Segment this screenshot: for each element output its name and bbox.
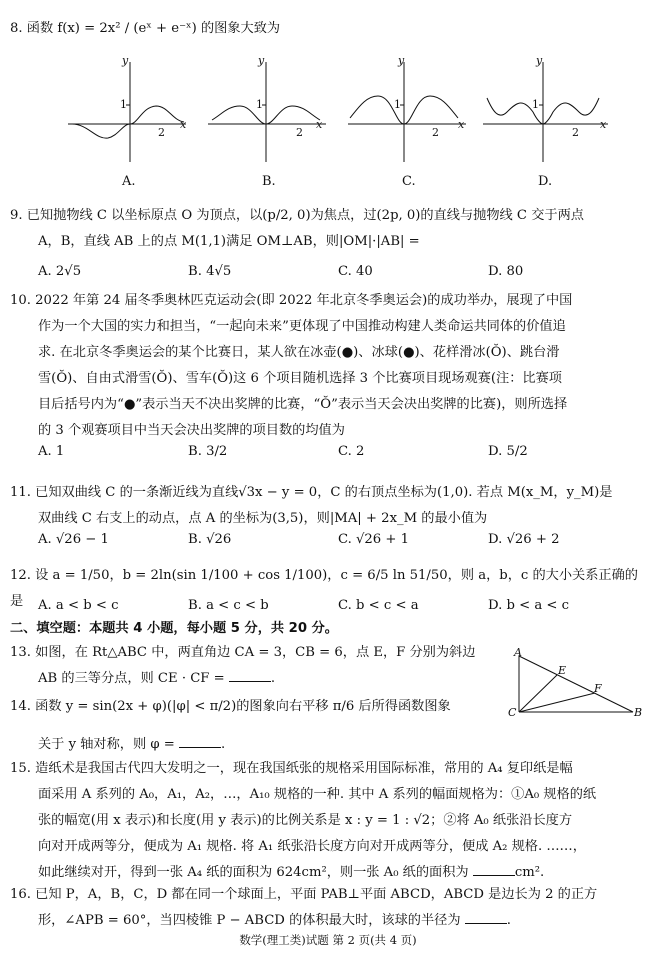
q10-option-c: C. 2 xyxy=(338,444,365,459)
graph-a-caption: A. xyxy=(122,174,136,189)
q10-options xyxy=(38,444,638,459)
q16-stem xyxy=(10,882,650,934)
q15-line-2: 面采用 A 系列的 A₀，A₁，A₂，…，A₁₀ 规格的一种. 其中 A 系列的幅面规格为：①A₀ 规格的纸 xyxy=(38,787,597,802)
q9-stem xyxy=(10,203,650,255)
q10-line-3: 求. 在北京冬季奥运会的某个比赛日，某人欲在冰壶(●)、冰球(●)、花样滑冰(Ŏ)、跳台滑 xyxy=(38,345,560,360)
graph-b-x-label: x xyxy=(316,118,323,131)
graph-c-tick-2: 2 xyxy=(432,126,439,139)
q11-stem xyxy=(10,480,650,532)
q13-stem xyxy=(10,640,490,692)
q16-answer-blank[interactable] xyxy=(465,909,507,924)
q11-options xyxy=(38,532,638,547)
graph-b-caption: B. xyxy=(262,174,276,189)
q9-option-c: C. 40 xyxy=(338,264,373,279)
graph-d xyxy=(483,62,608,162)
graph-a-tick-2: 2 xyxy=(158,126,165,139)
q12-options xyxy=(38,598,638,613)
q13-line-2: AB 的三等分点，则 CE · CF = . xyxy=(10,666,490,692)
graph-b-tick-2: 2 xyxy=(296,126,303,139)
q13-line-2-text: AB 的三等分点，则 CE · CF = xyxy=(38,671,225,686)
q15-unit: cm². xyxy=(514,865,545,880)
hypotenuse-ab xyxy=(519,656,633,712)
graph-d-y-label: y xyxy=(536,54,543,67)
graph-b-y-label: y xyxy=(258,54,265,67)
q9-option-a: A. 2√5 xyxy=(38,264,82,279)
q14-stem xyxy=(10,694,490,720)
q11-line-1: 11. 已知双曲线 C 的一条渐近线为直线√3x − y = 0，C 的右顶点坐标为(1,0). 若点 M(x_M，y_M)是 xyxy=(10,485,613,500)
graph-c-y-label: y xyxy=(398,54,405,67)
q15-line-1: 15. 造纸术是我国古代四大发明之一，现在我国纸张的规格采用国际标准，常用的 A₄ 复印纸是幅 xyxy=(10,761,573,776)
graph-c xyxy=(348,62,466,162)
q11-option-c: C. √26 + 1 xyxy=(338,532,410,547)
q13-line-1: 13. 如图，在 Rt△ABC 中，两直角边 CA = 3，CB = 6，点 E，F 分别为斜边 xyxy=(10,645,476,660)
q10-line-6: 的 3 个观赛项目中当天会决出奖牌的项目数的均值为 xyxy=(38,423,345,438)
graph-a xyxy=(68,62,186,162)
q10-line-1: 10. 2022 年第 24 届冬季奥林匹克运动会(即 2022 年北京冬季奥运会)的成功举办，展现了中国 xyxy=(10,293,573,308)
graph-d-tick-2: 2 xyxy=(572,126,579,139)
label-e: E xyxy=(558,664,567,677)
q15-line-3: 张的幅宽(用 x 表示)和长度(用 y 表示)的比例关系是 x : y = 1 : √2；②将 A₀ 纸张沿长度方 xyxy=(38,813,573,828)
segment-cf xyxy=(519,693,595,712)
q11-option-a: A. √26 − 1 xyxy=(38,532,109,547)
q9-option-d: D. 80 xyxy=(488,264,524,279)
q15-line-4: 向对开成两等分，便成为 A₁ 规格. 将 A₁ 纸张沿长度方向对开成两等分，便成 A₂ 规格. ……， xyxy=(38,839,586,854)
q9-options xyxy=(38,264,638,279)
q15-stem xyxy=(10,756,650,886)
q12-option-c: C. b < c < a xyxy=(338,598,419,613)
q16-line-2: 形，∠APB = 60°，当四棱锥 P − ABCD 的体积最大时，该球的半径为 xyxy=(38,913,461,928)
q14-line-1: 14. 函数 y = sin(2x + φ)(|φ| < π/2)的图象向右平移 π/6 后所得函数图象 xyxy=(10,699,451,714)
q10-option-b: B. 3/2 xyxy=(188,444,228,459)
page-footer: 数学(理工类)试题 第 2 页(共 4 页) xyxy=(239,933,417,947)
graph-b-tick-1: 1 xyxy=(256,98,263,111)
q15-line-5: 如此继续对开，得到一张 A₄ 纸的面积为 624cm²，则一张 A₀ 纸的面积为 xyxy=(38,865,469,880)
label-b: B xyxy=(634,706,643,719)
q8-graphs xyxy=(68,52,608,197)
q10-line-5: 目后括号内为“●”表示当天不决出奖牌的比赛，“Ŏ”表示当天会决出奖牌的比赛)，则所选择 xyxy=(38,397,568,412)
q14-line-2-wrap: 关于 y 轴对称，则 φ = . xyxy=(10,732,518,758)
q11-line-2: 双曲线 C 右支上的动点，点 A 的坐标为(3,5)，则|MA| + 2x_M 的最小值为 xyxy=(38,511,488,526)
graph-a-y-label: y xyxy=(122,54,129,67)
graph-c-caption: C. xyxy=(402,174,416,189)
q14-answer-blank[interactable] xyxy=(179,733,221,748)
segment-ce xyxy=(519,675,557,712)
graph-a-tick-1: 1 xyxy=(120,98,127,111)
q13-answer-blank[interactable] xyxy=(229,667,271,682)
q8-graph-panel xyxy=(68,52,608,172)
q10-option-d: D. 5/2 xyxy=(488,444,528,459)
q10-line-2: 作为一个大国的实力和担当，“一起向未来”更体现了中国推动构建人类命运共同体的价值追 xyxy=(38,319,566,334)
section-2-heading: 二、填空题：本题共 4 小题，每小题 5 分，共 20 分。 xyxy=(10,621,338,636)
graph-d-tick-1: 1 xyxy=(532,98,539,111)
q15-answer-blank[interactable] xyxy=(473,861,515,876)
label-f: F xyxy=(594,682,602,695)
q10-line-4: 雪(Ŏ)、自由式滑雪(Ŏ)、雪车(Ŏ)这 6 个项目随机选择 3 个比赛项目现场观赛(注：比赛项 xyxy=(38,371,562,386)
q11-option-d: D. √26 + 2 xyxy=(488,532,560,547)
graph-d-x-label: x xyxy=(600,118,607,131)
q9-option-b: B. 4√5 xyxy=(188,264,232,279)
q16-line-2-wrap: 形，∠APB = 60°，当四棱锥 P − ABCD 的体积最大时，该球的半径为 . xyxy=(10,908,650,934)
label-c: C xyxy=(508,706,517,719)
q11-option-b: B. √26 xyxy=(188,532,232,547)
q16-line-1: 16. 已知 P，A，B，C，D 都在同一个球面上，平面 PAB⊥平面 ABCD，ABCD 是边长为 2 的正方 xyxy=(10,887,598,902)
q10-option-a: A. 1 xyxy=(38,444,65,459)
q12-stem: 12. 设 a = 1/50，b = 2ln(sin 1/100 + cos 1/100)，c = 6/5 ln 51/50，则 a，b，c 的大小关系正确的是 xyxy=(10,568,638,609)
q12-option-d: D. b < a < c xyxy=(488,598,570,613)
q14-line-2: 关于 y 轴对称，则 φ = xyxy=(38,737,175,752)
graph-a-x-label: x xyxy=(180,118,187,131)
q9-line-2: A，B，直线 AB 上的点 M(1,1)满足 OM⊥AB，则|OM|·|AB| = xyxy=(38,234,420,249)
q10-stem xyxy=(10,288,650,444)
graph-c-x-label: x xyxy=(458,118,465,131)
graph-b xyxy=(208,62,326,162)
q12-option-b: B. a < c < b xyxy=(188,598,269,613)
graph-c-tick-1: 1 xyxy=(394,98,401,111)
q9-line-1: 9. 已知抛物线 C 以坐标原点 O 为顶点，以(p/2, 0)为焦点，过(2p, 0)的直线与抛物线 C 交于两点 xyxy=(10,208,584,223)
graph-d-caption: D. xyxy=(538,174,553,189)
q13-triangle-figure xyxy=(505,650,645,725)
label-a: A xyxy=(514,646,522,659)
q12-option-a: A. a < b < c xyxy=(38,598,119,613)
q8-stem: 8. 函数 f(x) = 2x² / (eˣ + e⁻ˣ) 的图象大致为 xyxy=(10,21,281,36)
